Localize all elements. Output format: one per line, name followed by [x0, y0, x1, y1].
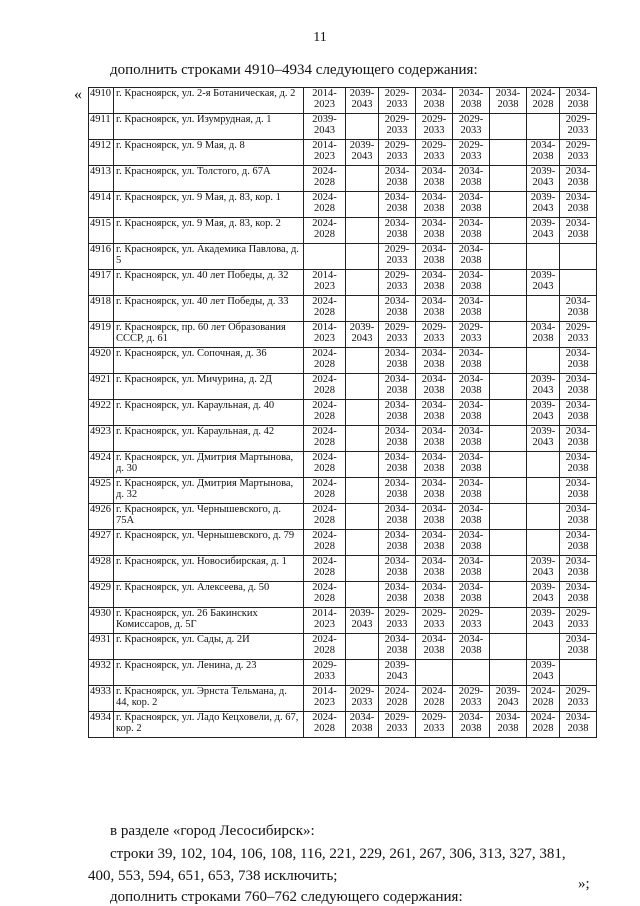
period-cell: 2034-2038 [416, 426, 453, 452]
period-cell: 2024-2028 [304, 426, 346, 452]
period-cell: 2029-2033 [560, 140, 597, 166]
address-cell: г. Красноярск, ул. Дмитрия Мартынова, д. 30 [114, 452, 304, 478]
period-cell: 2034-2038 [416, 348, 453, 374]
address-cell: г. Красноярск, ул. Толстого, д. 67А [114, 166, 304, 192]
period-cell [490, 218, 527, 244]
period-cell [490, 296, 527, 322]
period-cell: 2034-2038 [379, 374, 416, 400]
table-row [89, 296, 597, 322]
period-cell: 2024-2028 [416, 686, 453, 712]
period-cell: 2034-2038 [560, 504, 597, 530]
period-cell: 2034-2038 [560, 478, 597, 504]
period-cell [560, 270, 597, 296]
period-cell: 2034-2038 [560, 192, 597, 218]
period-cell: 2034-2038 [379, 192, 416, 218]
period-cell: 2024-2028 [304, 374, 346, 400]
address-cell: г. Красноярск, ул. 2-я Ботаническая, д. 2 [114, 88, 304, 114]
row-number: 4917 [89, 270, 114, 296]
period-cell [527, 452, 560, 478]
period-cell: 2034-2038 [490, 712, 527, 738]
period-cell: 2024-2028 [304, 634, 346, 660]
period-cell: 2029-2033 [453, 140, 490, 166]
exclusion-line-2: 400, 553, 594, 651, 653, 738 исключить; [88, 868, 338, 884]
period-cell: 2034-2038 [379, 582, 416, 608]
period-cell: 2034-2038 [527, 322, 560, 348]
period-cell: 2034-2038 [416, 452, 453, 478]
period-cell: 2034-2038 [453, 504, 490, 530]
period-cell: 2034-2038 [527, 140, 560, 166]
period-cell [490, 270, 527, 296]
period-cell: 2029-2033 [379, 244, 416, 270]
period-cell: 2029-2033 [416, 712, 453, 738]
address-cell: г. Красноярск, ул. 40 лет Победы, д. 32 [114, 270, 304, 296]
period-cell [527, 504, 560, 530]
addition-line: дополнить строками 760–762 следующего содержания: [110, 889, 463, 905]
period-cell: 2034-2038 [560, 348, 597, 374]
row-number: 4932 [89, 660, 114, 686]
address-cell: г. Красноярск, ул. Караульная, д. 40 [114, 400, 304, 426]
period-cell: 2029-2033 [379, 270, 416, 296]
row-number: 4912 [89, 140, 114, 166]
table-row [89, 608, 597, 634]
period-cell: 2034-2038 [379, 296, 416, 322]
period-cell: 2034-2038 [379, 478, 416, 504]
row-number: 4919 [89, 322, 114, 348]
period-cell: 2039-2043 [527, 270, 560, 296]
period-cell: 2034-2038 [453, 426, 490, 452]
address-cell: г. Красноярск, ул. 40 лет Победы, д. 33 [114, 296, 304, 322]
period-cell: 2034-2038 [453, 400, 490, 426]
address-cell: г. Красноярск, ул. Ленина, д. 23 [114, 660, 304, 686]
period-cell [346, 556, 379, 582]
period-cell: 2039-2043 [346, 88, 379, 114]
row-number: 4929 [89, 582, 114, 608]
period-cell [346, 114, 379, 140]
period-cell: 2034-2038 [379, 400, 416, 426]
period-cell: 2034-2038 [560, 530, 597, 556]
address-cell: г. Красноярск, пр. 60 лет Образования СССР, д. 61 [114, 322, 304, 348]
address-cell: г. Красноярск, ул. 9 Мая, д. 8 [114, 140, 304, 166]
period-cell [490, 192, 527, 218]
period-cell: 2029-2033 [453, 608, 490, 634]
period-cell: 2034-2038 [453, 218, 490, 244]
row-number: 4933 [89, 686, 114, 712]
amendment-table [88, 87, 597, 738]
period-cell: 2024-2028 [379, 686, 416, 712]
row-number: 4921 [89, 374, 114, 400]
table-row [89, 88, 597, 114]
period-cell: 2034-2038 [346, 712, 379, 738]
period-cell: 2029-2033 [379, 140, 416, 166]
period-cell: 2034-2038 [453, 452, 490, 478]
period-cell: 2029-2033 [560, 686, 597, 712]
address-cell: г. Красноярск, ул. Академика Павлова, д. 5 [114, 244, 304, 270]
period-cell: 2029-2033 [416, 322, 453, 348]
period-cell [346, 374, 379, 400]
period-cell: 2034-2038 [560, 166, 597, 192]
address-cell: г. Красноярск, ул. Сопочная, д. 36 [114, 348, 304, 374]
period-cell [490, 426, 527, 452]
table-row [89, 712, 597, 738]
period-cell: 2024-2028 [527, 88, 560, 114]
row-number: 4913 [89, 166, 114, 192]
row-number: 4926 [89, 504, 114, 530]
period-cell [453, 660, 490, 686]
period-cell: 2014-2023 [304, 270, 346, 296]
period-cell: 2024-2028 [527, 712, 560, 738]
period-cell: 2029-2033 [416, 608, 453, 634]
row-number: 4924 [89, 452, 114, 478]
period-cell: 2034-2038 [416, 582, 453, 608]
period-cell: 2034-2038 [416, 270, 453, 296]
period-cell: 2034-2038 [560, 218, 597, 244]
period-cell [527, 348, 560, 374]
period-cell: 2024-2028 [304, 530, 346, 556]
period-cell: 2039-2043 [527, 166, 560, 192]
period-cell: 2034-2038 [560, 400, 597, 426]
address-cell: г. Красноярск, ул. Чернышевского, д. 79 [114, 530, 304, 556]
period-cell: 2039-2043 [527, 374, 560, 400]
period-cell: 2014-2023 [304, 88, 346, 114]
table-row [89, 140, 597, 166]
address-cell: г. Красноярск, ул. Чернышевского, д. 75А [114, 504, 304, 530]
period-cell [490, 478, 527, 504]
period-cell [490, 660, 527, 686]
address-cell: г. Красноярск, ул. Новосибирская, д. 1 [114, 556, 304, 582]
period-cell: 2034-2038 [379, 504, 416, 530]
table-row [89, 374, 597, 400]
period-cell: 2034-2038 [416, 296, 453, 322]
period-cell: 2024-2028 [304, 192, 346, 218]
period-cell: 2034-2038 [453, 478, 490, 504]
row-number: 4923 [89, 426, 114, 452]
period-cell: 2034-2038 [453, 530, 490, 556]
period-cell: 2029-2033 [379, 88, 416, 114]
period-cell: 2034-2038 [416, 218, 453, 244]
table-row [89, 192, 597, 218]
period-cell: 2034-2038 [453, 712, 490, 738]
period-cell: 2034-2038 [416, 88, 453, 114]
period-cell [527, 296, 560, 322]
period-cell: 2034-2038 [560, 582, 597, 608]
period-cell: 2029-2033 [560, 322, 597, 348]
period-cell: 2034-2038 [416, 192, 453, 218]
period-cell [490, 374, 527, 400]
period-cell: 2024-2028 [304, 478, 346, 504]
period-cell: 2029-2033 [560, 608, 597, 634]
period-cell: 2024-2028 [527, 686, 560, 712]
address-cell: г. Красноярск, ул. Сады, д. 2И [114, 634, 304, 660]
period-cell: 2034-2038 [560, 556, 597, 582]
period-cell: 2034-2038 [560, 296, 597, 322]
period-cell: 2039-2043 [527, 608, 560, 634]
period-cell: 2034-2038 [379, 166, 416, 192]
period-cell [490, 348, 527, 374]
period-cell: 2029-2033 [560, 114, 597, 140]
period-cell: 2034-2038 [560, 452, 597, 478]
period-cell [490, 556, 527, 582]
period-cell [527, 530, 560, 556]
period-cell: 2034-2038 [416, 634, 453, 660]
period-cell: 2029-2033 [416, 114, 453, 140]
period-cell: 2029-2033 [453, 322, 490, 348]
opening-quote: « [74, 86, 82, 103]
table-row [89, 348, 597, 374]
period-cell: 2034-2038 [453, 296, 490, 322]
period-cell: 2034-2038 [560, 374, 597, 400]
period-cell [490, 400, 527, 426]
period-cell: 2029-2033 [379, 608, 416, 634]
row-number: 4928 [89, 556, 114, 582]
address-cell: г. Красноярск, ул. Мичурина, д. 2Д [114, 374, 304, 400]
period-cell [490, 114, 527, 140]
address-cell: г. Красноярск, ул. Алексеева, д. 50 [114, 582, 304, 608]
period-cell: 2024-2028 [304, 400, 346, 426]
row-number: 4927 [89, 530, 114, 556]
period-cell: 2034-2038 [379, 634, 416, 660]
period-cell: 2024-2028 [304, 296, 346, 322]
period-cell: 2029-2033 [379, 114, 416, 140]
row-number: 4930 [89, 608, 114, 634]
table-row [89, 244, 597, 270]
period-cell: 2014-2023 [304, 322, 346, 348]
table-row [89, 426, 597, 452]
period-cell: 2039-2043 [527, 660, 560, 686]
period-cell [346, 478, 379, 504]
period-cell [490, 608, 527, 634]
period-cell: 2039-2043 [346, 322, 379, 348]
row-number: 4911 [89, 114, 114, 140]
row-number: 4920 [89, 348, 114, 374]
period-cell [527, 114, 560, 140]
period-cell: 2034-2038 [453, 634, 490, 660]
period-cell: 2014-2023 [304, 140, 346, 166]
period-cell [527, 634, 560, 660]
period-cell: 2034-2038 [453, 348, 490, 374]
period-cell: 2039-2043 [490, 686, 527, 712]
period-cell: 2034-2038 [379, 530, 416, 556]
row-number: 4931 [89, 634, 114, 660]
page-number: 11 [313, 30, 327, 45]
row-number: 4914 [89, 192, 114, 218]
period-cell: 2034-2038 [416, 400, 453, 426]
closing-quote: »; [578, 876, 590, 892]
period-cell [346, 270, 379, 296]
period-cell [346, 634, 379, 660]
period-cell: 2034-2038 [379, 218, 416, 244]
table-row [89, 166, 597, 192]
period-cell [346, 348, 379, 374]
period-cell: 2024-2028 [304, 218, 346, 244]
period-cell: 2034-2038 [416, 374, 453, 400]
period-cell: 2034-2038 [379, 348, 416, 374]
row-number: 4910 [89, 88, 114, 114]
period-cell: 2034-2038 [453, 374, 490, 400]
period-cell [346, 452, 379, 478]
address-cell: г. Красноярск, ул. Эрнста Тельмана, д. 44, кор. 2 [114, 686, 304, 712]
period-cell [346, 218, 379, 244]
period-cell: 2034-2038 [453, 244, 490, 270]
period-cell: 2039-2043 [346, 140, 379, 166]
period-cell: 2034-2038 [416, 504, 453, 530]
period-cell: 2029-2033 [379, 322, 416, 348]
period-cell: 2034-2038 [416, 478, 453, 504]
address-cell: г. Красноярск, ул. 26 Бакинских Комиссаров, д. 5Г [114, 608, 304, 634]
period-cell: 2034-2038 [453, 166, 490, 192]
table-row [89, 504, 597, 530]
address-cell: г. Красноярск, ул. 9 Мая, д. 83, кор. 1 [114, 192, 304, 218]
period-cell [490, 452, 527, 478]
period-cell [490, 166, 527, 192]
period-cell: 2034-2038 [416, 530, 453, 556]
period-cell: 2034-2038 [490, 88, 527, 114]
period-cell [490, 140, 527, 166]
table-row [89, 478, 597, 504]
period-cell: 2024-2028 [304, 504, 346, 530]
period-cell [346, 166, 379, 192]
period-cell [490, 530, 527, 556]
row-number: 4934 [89, 712, 114, 738]
period-cell: 2014-2023 [304, 686, 346, 712]
period-cell: 2029-2033 [379, 712, 416, 738]
address-cell: г. Красноярск, ул. Изумрудная, д. 1 [114, 114, 304, 140]
period-cell: 2034-2038 [379, 426, 416, 452]
period-cell: 2034-2038 [453, 270, 490, 296]
period-cell: 2024-2028 [304, 556, 346, 582]
period-cell [490, 634, 527, 660]
period-cell [346, 504, 379, 530]
period-cell [346, 426, 379, 452]
intro-text: дополнить строками 4910–4934 следующего содержания: [110, 62, 478, 78]
period-cell: 2039-2043 [527, 192, 560, 218]
period-cell: 2039-2043 [379, 660, 416, 686]
period-cell [527, 478, 560, 504]
table-row [89, 452, 597, 478]
address-cell: г. Красноярск, ул. Караульная, д. 42 [114, 426, 304, 452]
period-cell: 2024-2028 [304, 582, 346, 608]
period-cell [490, 322, 527, 348]
period-cell: 2039-2043 [527, 556, 560, 582]
row-number: 4918 [89, 296, 114, 322]
period-cell: 2039-2043 [527, 400, 560, 426]
table-row [89, 322, 597, 348]
period-cell: 2039-2043 [527, 218, 560, 244]
period-cell: 2034-2038 [560, 88, 597, 114]
period-cell: 2034-2038 [379, 452, 416, 478]
period-cell [416, 660, 453, 686]
table-row [89, 556, 597, 582]
period-cell: 2034-2038 [453, 192, 490, 218]
period-cell [346, 400, 379, 426]
address-cell: г. Красноярск, ул. Дмитрия Мартынова, д. 32 [114, 478, 304, 504]
period-cell [490, 504, 527, 530]
row-number: 4922 [89, 400, 114, 426]
row-number: 4925 [89, 478, 114, 504]
table-row [89, 114, 597, 140]
period-cell: 2034-2038 [560, 634, 597, 660]
period-cell: 2024-2028 [304, 452, 346, 478]
row-number: 4915 [89, 218, 114, 244]
address-cell: г. Красноярск, ул. 9 Мая, д. 83, кор. 2 [114, 218, 304, 244]
period-cell: 2034-2038 [453, 582, 490, 608]
period-cell [346, 296, 379, 322]
address-cell: г. Красноярск, ул. Ладо Кецховели, д. 67, кор. 2 [114, 712, 304, 738]
period-cell: 2034-2038 [453, 556, 490, 582]
period-cell [490, 244, 527, 270]
row-number: 4916 [89, 244, 114, 270]
period-cell: 2034-2038 [560, 712, 597, 738]
period-cell: 2029-2033 [304, 660, 346, 686]
table-row [89, 582, 597, 608]
section-heading: в разделе «город Лесосибирск»: [110, 823, 315, 839]
period-cell [346, 530, 379, 556]
period-cell [346, 244, 379, 270]
period-cell: 2029-2033 [346, 686, 379, 712]
table-row [89, 270, 597, 296]
period-cell [346, 582, 379, 608]
period-cell: 2039-2043 [527, 582, 560, 608]
period-cell: 2034-2038 [560, 426, 597, 452]
period-cell: 2024-2028 [304, 712, 346, 738]
table-row [89, 218, 597, 244]
period-cell: 2014-2023 [304, 608, 346, 634]
period-cell: 2039-2043 [527, 426, 560, 452]
table-row [89, 686, 597, 712]
period-cell [490, 582, 527, 608]
period-cell: 2034-2038 [416, 556, 453, 582]
table-row [89, 400, 597, 426]
period-cell: 2024-2028 [304, 166, 346, 192]
period-cell: 2024-2028 [304, 348, 346, 374]
table-row [89, 634, 597, 660]
period-cell: 2034-2038 [416, 244, 453, 270]
period-cell [346, 192, 379, 218]
period-cell [346, 660, 379, 686]
period-cell: 2039-2043 [346, 608, 379, 634]
table-row [89, 660, 597, 686]
period-cell: 2034-2038 [416, 166, 453, 192]
period-cell [560, 660, 597, 686]
period-cell: 2034-2038 [453, 88, 490, 114]
period-cell: 2034-2038 [379, 556, 416, 582]
period-cell [527, 244, 560, 270]
period-cell: 2029-2033 [453, 686, 490, 712]
period-cell [560, 244, 597, 270]
period-cell: 2029-2033 [453, 114, 490, 140]
exclusion-line-1: строки 39, 102, 104, 106, 108, 116, 221, 229, 261, 267, 306, 313, 327, 381, [110, 846, 566, 862]
period-cell [304, 244, 346, 270]
period-cell: 2029-2033 [416, 140, 453, 166]
table-row [89, 530, 597, 556]
period-cell: 2039-2043 [304, 114, 346, 140]
